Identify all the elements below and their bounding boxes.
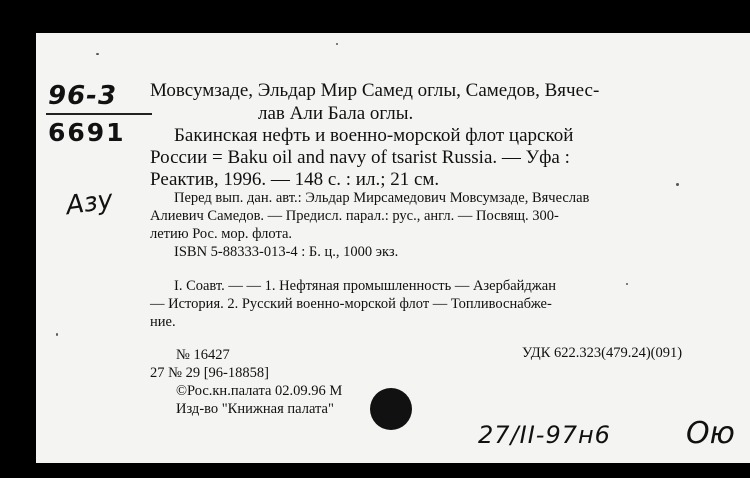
isbn-line: ISBN 5-88333-013-4 : Б. ц., 1000 экз. bbox=[174, 244, 399, 260]
subjects-line-3: ние. bbox=[150, 314, 176, 330]
notes-line-2: Алиевич Самедов. — Предисл. парал.: рус., англ. — Посвящ. 300- bbox=[150, 208, 559, 224]
record-number: № 16427 bbox=[176, 347, 230, 363]
handwritten-initials: Ою bbox=[686, 416, 735, 451]
title-line-2: России = Baku oil and navy of tsarist Russia. — Уфа : bbox=[150, 147, 570, 168]
handwritten-date: 27/II-97н6 bbox=[478, 421, 611, 449]
call-number-top: 96-3 bbox=[48, 81, 118, 111]
catalog-card bbox=[36, 33, 750, 463]
paper-speck bbox=[676, 183, 679, 186]
marginal-handwriting: Азу bbox=[64, 184, 115, 222]
title-line-1: Бакинская нефть и военно-морской флот царской bbox=[174, 125, 574, 146]
call-number-bottom: 6691 bbox=[48, 118, 126, 147]
paper-speck bbox=[56, 333, 58, 336]
notes-line-3: летию Рос. мор. флота. bbox=[150, 226, 293, 242]
ink-blot bbox=[370, 388, 412, 430]
publisher-line: Изд-во "Книжная палата" bbox=[176, 401, 334, 417]
author-heading-line-2: лав Али Бала оглы. bbox=[258, 103, 414, 124]
notes-line-1: Перед вып. дан. авт.: Эльдар Мирсамедович Мовсумзаде, Вячеслав bbox=[174, 190, 590, 206]
paper-speck bbox=[626, 283, 628, 285]
call-number-divider bbox=[46, 113, 152, 115]
author-heading-line-1: Мовсумзаде, Эльдар Мир Самед оглы, Самедов, Вячес- bbox=[150, 80, 600, 101]
record-line-3: ©Рос.кн.палата 02.09.96 М bbox=[176, 383, 343, 399]
subjects-line-1: I. Соавт. — — 1. Нефтяная промышленность — Азербайджан bbox=[174, 278, 557, 294]
title-line-3: Реактив, 1996. — 148 с. : ил.; 21 см. bbox=[150, 169, 440, 190]
paper-speck bbox=[96, 53, 99, 55]
paper-speck bbox=[336, 43, 338, 45]
subjects-line-2: — История. 2. Русский военно-морской флот — Топливоснабже- bbox=[150, 296, 552, 312]
udk-classification: УДК 622.323(479.24)(091) bbox=[522, 345, 683, 361]
record-line-2: 27 № 29 [96-18858] bbox=[150, 365, 269, 381]
